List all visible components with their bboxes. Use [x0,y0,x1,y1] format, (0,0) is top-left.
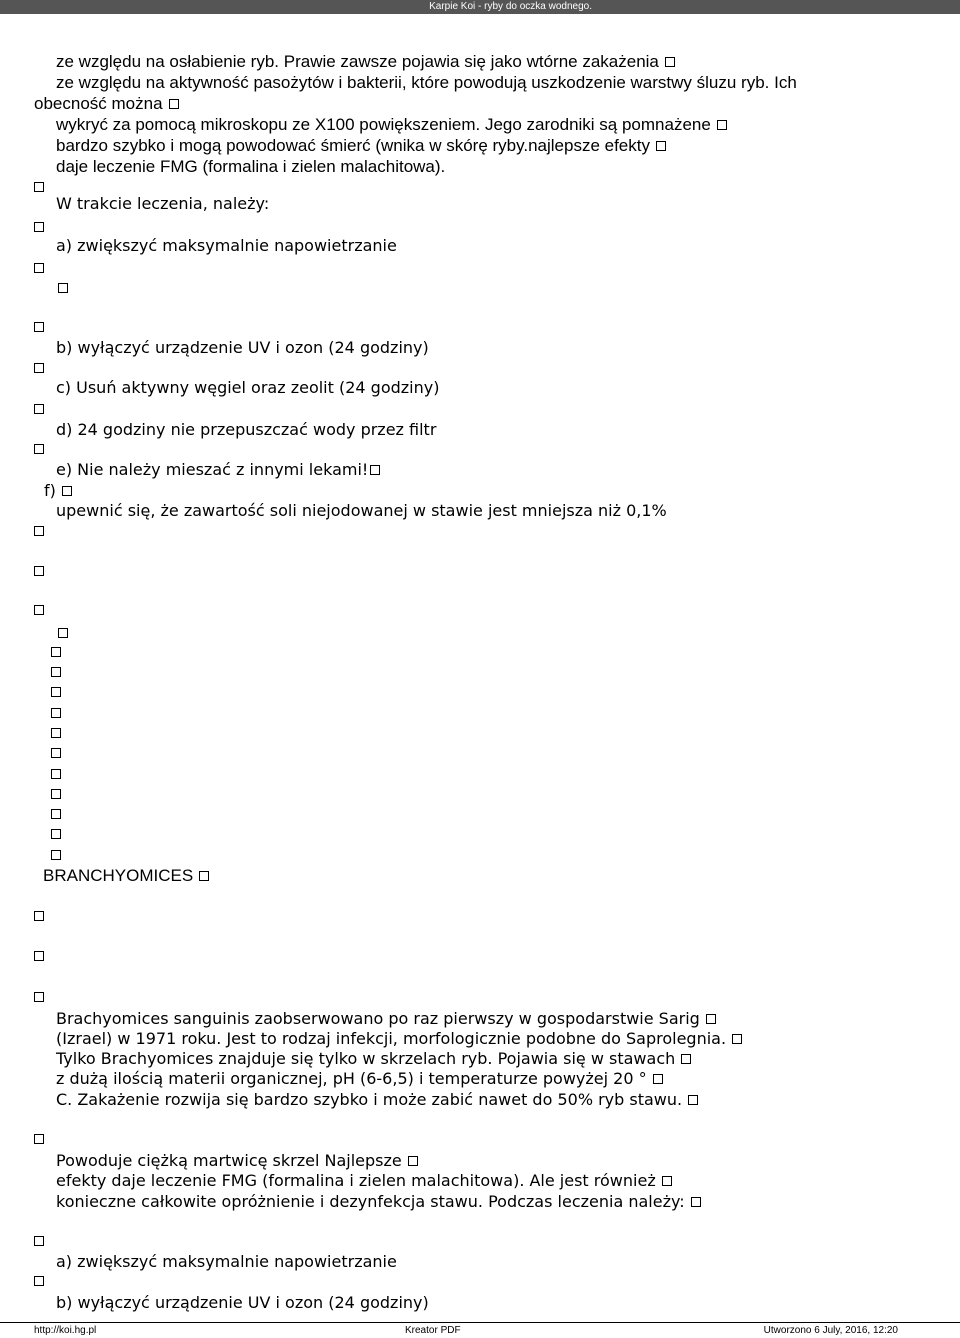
missing-glyph-box-icon [51,850,61,860]
section-heading: BRANCHYOMICES [43,866,209,886]
missing-glyph-box-icon [681,1054,691,1064]
text-line: wykryć za pomocą mikroskopu ze X100 powiększeniem. Jego zarodniki są pomnażene [56,115,727,135]
missing-glyph-box-icon [62,486,72,496]
missing-glyph-box-icon [51,829,61,839]
text-line: konieczne całkowite opróżnienie i dezynfekcja stawu. Podczas leczenia należy: [56,1192,701,1212]
footer-generator: Kreator PDF [405,1325,461,1336]
missing-glyph-box-icon [51,789,61,799]
missing-glyph-box-icon [51,647,61,657]
missing-glyph-box-icon [34,526,44,536]
missing-glyph-box-icon [34,322,44,332]
missing-glyph-box-icon [34,222,44,232]
missing-glyph-box-icon [51,728,61,738]
text-line: b) wyłączyć urządzenie UV i ozon (24 godziny) [56,1293,429,1312]
text-line: b) wyłączyć urządzenie UV i ozon (24 godziny) [56,338,429,357]
text-line: upewnić się, że zawartość soli niejodowanej w stawie jest mniejsza niż 0,1% [56,501,667,520]
missing-glyph-box-icon [58,628,68,638]
text-line: (Izrael) w 1971 roku. Jest to rodzaj infekcji, morfologicznie podobne do Saprolegnia. [56,1029,742,1049]
text-line: a) zwiększyć maksymalnie napowietrzanie [56,1252,397,1271]
missing-glyph-box-icon [169,99,179,109]
missing-glyph-box-icon [34,566,44,576]
missing-glyph-box-icon [662,1176,672,1186]
missing-glyph-box-icon [717,120,727,130]
footer-created-date: Utworzono 6 July, 2016, 12:20 [763,1325,898,1336]
missing-glyph-box-icon [34,404,44,414]
missing-glyph-box-icon [199,871,209,881]
missing-glyph-box-icon [34,263,44,273]
missing-glyph-box-icon [653,1074,663,1084]
missing-glyph-box-icon [34,444,44,454]
text-line: f) [44,481,72,501]
missing-glyph-box-icon [732,1034,742,1044]
missing-glyph-box-icon [34,363,44,373]
text-line: c) Usuń aktywny węgiel oraz zeolit (24 godziny) [56,378,440,397]
text-line: Tylko Brachyomices znajduje się tylko w skrzelach ryb. Pojawia się w stawach [56,1049,691,1069]
missing-glyph-box-icon [58,283,68,293]
text-line: ze względu na osłabienie ryb. Prawie zawsze pojawia się jako wtórne zakażenia [56,52,675,72]
page-header [0,0,960,14]
missing-glyph-box-icon [370,465,380,475]
missing-glyph-box-icon [408,1156,418,1166]
missing-glyph-box-icon [51,708,61,718]
missing-glyph-box-icon [706,1014,716,1024]
text-line: obecność można [34,94,179,114]
text-line: d) 24 godziny nie przepuszczać wody przez filtr [56,420,437,439]
text-line: e) Nie należy mieszać z innymi lekami! [56,460,380,480]
text-line: ze względu na aktywność pasożytów i bakterii, które powodują uszkodzenie warstwy śluzu ryb. Ich [56,73,797,92]
text-line: efekty daje leczenie FMG (formalina i zielen malachitowa). Ale jest również [56,1171,672,1191]
text-line: a) zwiększyć maksymalnie napowietrzanie [56,236,397,255]
missing-glyph-box-icon [34,992,44,1002]
text-line: C. Zakażenie rozwija się bardzo szybko i może zabić nawet do 50% ryb stawu. [56,1090,698,1110]
footer-url[interactable]: http://koi.hg.pl [34,1325,97,1336]
missing-glyph-box-icon [34,1276,44,1286]
missing-glyph-box-icon [51,667,61,677]
missing-glyph-box-icon [656,141,666,151]
missing-glyph-box-icon [34,605,44,615]
header-title: Karpie Koi - ryby do oczka wodnego. [429,1,592,12]
text-line: Powoduje ciężką martwicę skrzel Najlepsze [56,1151,418,1171]
missing-glyph-box-icon [34,1134,44,1144]
missing-glyph-box-icon [34,911,44,921]
footer-divider [0,1322,960,1323]
missing-glyph-box-icon [51,687,61,697]
text-line: daje leczenie FMG (formalina i zielen malachitowa). [56,157,446,176]
missing-glyph-box-icon [34,182,44,192]
text-line: z dużą ilością materii organicznej, pH (6-6,5) i temperaturze powyżej 20 ° [56,1069,663,1089]
missing-glyph-box-icon [51,809,61,819]
missing-glyph-box-icon [691,1197,701,1207]
missing-glyph-box-icon [688,1095,698,1105]
missing-glyph-box-icon [665,57,675,67]
missing-glyph-box-icon [51,748,61,758]
text-line: bardzo szybko i mogą powodować śmierć (wnika w skórę ryby.najlepsze efekty [56,136,666,156]
text-line: Brachyomices sanguinis zaobserwowano po raz pierwszy w gospodarstwie Sarig [56,1009,716,1029]
missing-glyph-box-icon [34,1236,44,1246]
text-line: W trakcie leczenia, należy: [56,194,270,213]
missing-glyph-box-icon [51,769,61,779]
missing-glyph-box-icon [34,951,44,961]
